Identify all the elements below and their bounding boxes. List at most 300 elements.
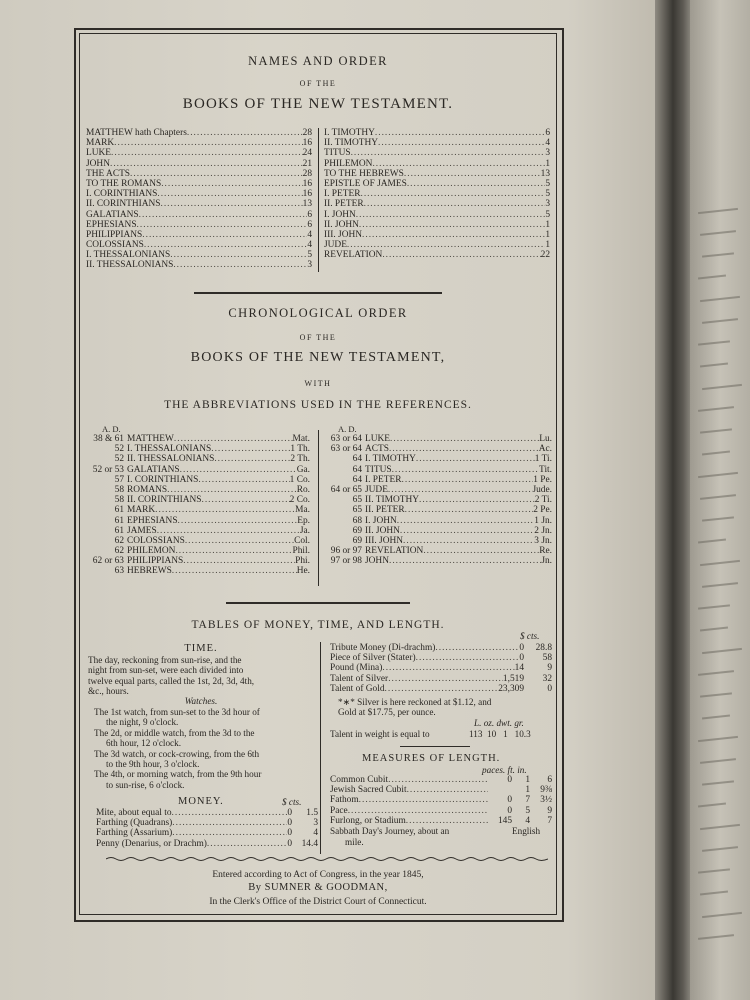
book-name: JUDE (324, 240, 347, 251)
chrono-book: II. TIMOTHY (365, 495, 419, 506)
chrono-year: 52 (114, 444, 124, 455)
money-entry (330, 674, 552, 684)
money-name: Mite, about equal to (96, 808, 172, 818)
chrono-abbr: Ma. (295, 505, 310, 516)
chapter-count: 16 (302, 189, 312, 200)
leader-dots (157, 526, 300, 536)
length-name: Fathom (330, 795, 359, 806)
chrono-year: 62 (114, 535, 124, 546)
chrono-entry (86, 475, 310, 485)
book-list-right (324, 128, 550, 260)
book-name: II. TIMOTHY (324, 138, 378, 149)
facing-text-line (698, 539, 726, 544)
chrono-book: HEBREWS (127, 566, 172, 577)
length-feet: 1 (525, 775, 530, 785)
chrono-entry (324, 516, 552, 526)
facing-text-line (702, 648, 742, 654)
chapter-count: 3 (307, 260, 312, 271)
chrono-abbr: Ep. (297, 515, 310, 526)
chrono-entry (324, 454, 552, 464)
money-dollars: 0 (519, 643, 524, 653)
leader-dots (407, 179, 545, 189)
chrono-entry (86, 566, 310, 576)
chrono-year: 62 (114, 546, 124, 557)
chapter-count: 1 (545, 219, 550, 230)
section-rule (194, 292, 442, 294)
time-line: &c., hours. (88, 686, 129, 697)
chrono-year: 63 (114, 566, 124, 577)
chrono-year: 52 (114, 454, 124, 465)
time-line: night from sun-set, were each divided into (88, 665, 244, 676)
length-inches: 7 (547, 815, 552, 826)
chrono-entry (86, 546, 310, 556)
leader-dots (390, 434, 539, 444)
chrono-abbr: 2 Co. (289, 495, 310, 506)
chrono-year: 38 & 61 (93, 434, 124, 444)
chapter-count: 5 (545, 189, 550, 200)
chrono-entry (86, 465, 310, 475)
leader-dots (142, 230, 307, 240)
money-cents: 4 (313, 828, 318, 839)
facing-text-line (700, 891, 728, 896)
book-entry (324, 148, 550, 158)
chrono-entry (86, 485, 310, 495)
book-entry (324, 189, 550, 199)
chapter-count: 13 (540, 168, 550, 179)
length-feet: 5 (525, 805, 530, 816)
book-name: TO THE ROMANS (86, 178, 162, 189)
facing-text-line (700, 494, 736, 500)
money-entry (96, 828, 318, 838)
chrono-book: EPHESIANS (127, 515, 178, 526)
chrono-book: JUDE (365, 484, 388, 495)
book-entry (86, 230, 312, 240)
leader-dots (416, 454, 535, 464)
book-entry (324, 138, 550, 148)
sabbath-line-1: Sabbath Day's Journey, about an (330, 826, 450, 836)
chapter-count: 1 (545, 240, 550, 251)
length-inches: 9 (547, 805, 552, 816)
facing-text-line (698, 803, 726, 808)
facing-text-line (700, 363, 728, 368)
money-cents: 58 (542, 653, 552, 664)
book-name: III. JOHN (324, 229, 363, 240)
money-entry (96, 808, 318, 818)
length-entry (330, 795, 552, 805)
leader-dots (214, 454, 290, 464)
chrono-entry (324, 556, 552, 566)
money-name: Farthing (Assarium) (96, 828, 173, 839)
leader-dots (198, 475, 289, 485)
facing-text-line (702, 715, 730, 720)
book-entry (86, 138, 312, 148)
leader-dots (172, 808, 288, 818)
length-paces: 0 (507, 805, 512, 816)
chrono-entry (324, 505, 552, 515)
leader-dots (388, 674, 503, 684)
short-rule (400, 746, 470, 747)
book-entry (324, 250, 550, 260)
facing-text-line (702, 451, 730, 456)
book-name: PHILEMON (324, 158, 373, 169)
chrono-abbr: 1 Th. (290, 444, 310, 455)
leader-dots (392, 465, 539, 475)
leader-dots (359, 795, 488, 805)
money-entry (330, 643, 552, 653)
chrono-entry (86, 516, 310, 526)
leader-dots (207, 839, 287, 849)
length-paces: 0 (507, 775, 512, 785)
facing-text-line (698, 934, 734, 940)
facing-text-line (698, 208, 738, 214)
column-divider (318, 128, 319, 272)
money-dollars: 1,519 (502, 673, 524, 684)
book-entry (86, 189, 312, 199)
leader-dots (139, 210, 308, 220)
chrono-book: II. PETER (365, 505, 405, 516)
book-list-left (86, 128, 312, 271)
watches-text (94, 707, 320, 790)
money-cents: 0 (547, 683, 552, 694)
silver-note-line: *∗* Silver is here reckoned at $1.12, and (338, 697, 492, 707)
facing-text-line (700, 627, 728, 632)
chrono-entry (86, 434, 310, 444)
book-name: II. PETER (324, 199, 364, 210)
book-entry (324, 179, 550, 189)
book-name: II. CORINTHIANS (86, 199, 161, 210)
chrono-abbr: Re. (539, 546, 552, 557)
chrono-entry (324, 434, 552, 444)
facing-page (690, 0, 750, 1000)
chrono-year: 58 (114, 495, 124, 506)
watch-line: to the 9th hour, 3 o'clock. (106, 759, 200, 770)
facing-text-line (698, 736, 738, 742)
chrono-abbr: Jude. (532, 484, 552, 495)
sabbath-line-2: mile. (345, 837, 364, 847)
chrono-entry (324, 475, 552, 485)
book-name: TITUS (324, 148, 351, 159)
leader-dots (178, 516, 298, 526)
book-name: EPISTLE OF JAMES (324, 178, 407, 189)
facing-text-line (702, 582, 738, 588)
leader-dots (359, 220, 545, 230)
money-name: Piece of Silver (Stater) (330, 653, 416, 664)
names-order-title: NAMES AND ORDER (248, 54, 388, 68)
chrono-abbr: 1 Co. (289, 474, 310, 485)
chapter-count: 28 (302, 168, 312, 179)
money-name: Farthing (Quadrans) (96, 818, 173, 829)
book-entry (324, 169, 550, 179)
leader-dots (173, 260, 307, 270)
leader-dots (382, 250, 540, 260)
book-entry (324, 240, 550, 250)
chronological-title: CHRONOLOGICAL ORDER (228, 306, 408, 320)
leader-dots (372, 159, 545, 169)
chrono-abbr: Lu. (539, 434, 552, 444)
book-entry (324, 128, 550, 138)
leader-dots (416, 653, 520, 663)
facing-text-line (702, 318, 738, 324)
chrono-year: 61 (114, 525, 124, 536)
length-inches: 6 (547, 775, 552, 785)
money-dollars: 0 (287, 838, 292, 849)
leader-dots (144, 240, 307, 250)
leader-dots (404, 169, 541, 179)
book-entry (86, 210, 312, 220)
facing-text-line (698, 340, 730, 345)
leader-dots (160, 199, 302, 209)
money-name: Penny (Denarius, or Drachm) (96, 838, 207, 849)
chrono-book: COLOSSIANS (127, 535, 185, 546)
leader-dots (211, 444, 290, 454)
book-name: REVELATION (324, 250, 383, 261)
chapter-count: 6 (545, 128, 550, 138)
chrono-abbr: Phi. (295, 556, 310, 567)
chrono-abbr: 2 Jn. (534, 525, 552, 536)
chrono-abbr: Ja. (299, 525, 310, 536)
leader-dots (130, 169, 303, 179)
silver-note (338, 697, 554, 718)
chrono-book: I. CORINTHIANS (127, 474, 199, 485)
money-name: Tribute Money (Di-drachm) (330, 643, 436, 653)
chapter-count: 16 (302, 178, 312, 189)
leader-dots (407, 785, 488, 795)
length-feet: 7 (525, 795, 530, 806)
time-line: twelve equal parts, called the 1st, 2d, 3d, 4th, (88, 675, 255, 686)
book-entry (324, 199, 550, 209)
chrono-entry (86, 526, 310, 536)
chrono-book: LUKE (365, 434, 390, 444)
money-header: $ cts. (282, 797, 302, 807)
chapter-count: 21 (302, 158, 312, 169)
facing-text-line (698, 868, 730, 873)
facing-text-line (700, 692, 732, 697)
chrono-book: I. JOHN (365, 515, 397, 526)
facing-text-line (698, 275, 726, 280)
chrono-abbr: 1 Ti. (534, 454, 552, 465)
watch-line: The 4th, or morning watch, from the 9th hour (94, 769, 262, 780)
column-divider-2 (318, 430, 319, 586)
watch-line: 6th hour, 12 o'clock. (106, 738, 182, 749)
facing-text-line (698, 670, 734, 676)
chrono-year: 68 (352, 515, 362, 526)
chapter-count: 5 (545, 178, 550, 189)
chrono-entry (86, 556, 310, 566)
chrono-abbr: Ac. (538, 444, 552, 455)
chrono-year: 63 or 64 (330, 444, 362, 455)
length-feet: 1 (525, 785, 530, 796)
leader-dots (174, 434, 293, 444)
chrono-year: 96 or 97 (330, 546, 362, 557)
right-money-list (330, 643, 552, 694)
chrono-year: 64 (352, 464, 362, 475)
facing-text-line (702, 846, 738, 852)
length-inches: 9⅜ (540, 785, 552, 796)
chapter-count: 13 (302, 199, 312, 210)
facing-text-line (700, 824, 740, 830)
leader-dots (400, 526, 534, 536)
wavy-rule (106, 856, 548, 862)
length-name: Common Cubit (330, 775, 389, 785)
length-name: Pace (330, 805, 348, 816)
chrono-book: GALATIANS (127, 464, 180, 475)
leader-dots (397, 516, 535, 526)
chrono-book: I. THESSALONIANS (127, 444, 212, 455)
chrono-abbr: 2 Th. (290, 454, 310, 465)
leader-dots (351, 148, 546, 158)
copyright-line-3: In the Clerk's Office of the District Court of Connecticut. (209, 897, 427, 907)
chrono-abbr: Phil. (292, 546, 310, 557)
watches-title: Watches. (184, 696, 218, 706)
chapter-count: 5 (545, 209, 550, 220)
length-header: paces. ft. in. (482, 765, 527, 775)
chrono-abbr: 1 Jn. (534, 515, 552, 526)
leader-dots (382, 663, 514, 673)
book-name: LUKE (86, 148, 111, 159)
facing-text-line (700, 758, 736, 764)
length-paces (488, 785, 512, 795)
chrono-abbr: Ga. (296, 464, 310, 475)
leader-dots (185, 536, 294, 546)
leader-dots (401, 475, 533, 485)
leader-dots (187, 128, 303, 138)
weight-label: Talent in weight is equal to (330, 729, 430, 739)
facing-text-line (702, 384, 742, 390)
watch-line: The 3d watch, or cock-crowing, from the 6th (94, 748, 260, 759)
leader-dots (114, 138, 302, 148)
chrono-year: 97 or 98 (330, 556, 362, 567)
chrono-book: II. THESSALONIANS (127, 454, 215, 465)
leader-dots (183, 556, 295, 566)
leader-dots (348, 806, 488, 816)
leader-dots (356, 210, 546, 220)
length-entry (330, 816, 552, 826)
names-order-of-the: OF THE (299, 79, 337, 88)
money-cents: 28.8 (535, 643, 552, 653)
leader-dots (180, 465, 297, 475)
ad-label-right: A. D. (338, 424, 357, 434)
names-order-subtitle: BOOKS OF THE NEW TESTAMENT. (182, 96, 454, 112)
leader-dots (389, 556, 541, 566)
chrono-book: MATTHEW (127, 434, 174, 444)
chrono-entry (324, 526, 552, 536)
copyright-line-1: Entered according to Act of Congress, in the year 1845, (212, 870, 424, 880)
time-line: The day, reckoning from sun-rise, and the (88, 655, 242, 665)
leader-dots (110, 159, 303, 169)
leader-dots (435, 643, 519, 653)
chrono-abbr: Col. (294, 535, 310, 546)
book-entry (324, 159, 550, 169)
weight-header: L. oz. dwt. gr. (474, 718, 524, 728)
length-list (330, 775, 552, 826)
money-entry (96, 818, 318, 828)
chrono-entry (324, 465, 552, 475)
book-entry (86, 199, 312, 209)
section-rule-2 (226, 602, 410, 604)
leader-dots (388, 775, 488, 785)
chrono-book: REVELATION (365, 546, 424, 557)
money-dollars: 0 (287, 808, 292, 818)
chrono-year: 62 or 63 (92, 556, 124, 567)
chrono-year: 65 (352, 495, 362, 506)
copyright-line-2: By SUMNER & GOODMAN, (248, 882, 388, 893)
money-list (96, 808, 318, 849)
book-name: MATTHEW hath Chapters (86, 128, 187, 138)
money-dollars: 23,309 (498, 683, 524, 694)
chrono-year: 69 (352, 525, 362, 536)
book-entry (324, 220, 550, 230)
book-name: II. JOHN (324, 219, 359, 230)
chrono-list-right (324, 434, 552, 566)
money-dollars: 14 (514, 663, 524, 674)
chronological-of-the: OF THE (299, 333, 337, 342)
book-name: THE ACTS (86, 168, 131, 179)
facing-text-line (700, 230, 736, 236)
chrono-year: 52 or 53 (92, 464, 124, 475)
money-name: Pound (Mina) (330, 663, 383, 674)
money-dollars: 0 (519, 653, 524, 664)
book-entry (86, 159, 312, 169)
silver-note-line: Gold at $17.75, per ounce. (338, 707, 436, 718)
leader-dots (405, 505, 534, 515)
leader-dots (423, 546, 539, 556)
length-entry (330, 775, 552, 785)
length-entry (330, 785, 552, 795)
length-entry (330, 806, 552, 816)
chapter-count: 6 (307, 219, 312, 230)
leader-dots (155, 505, 295, 515)
book-name: I. PETER (324, 189, 361, 200)
length-name: Furlong, or Stadium (330, 815, 406, 826)
chrono-book: MARK (127, 505, 156, 516)
chrono-book: II. JOHN (365, 525, 400, 536)
book-name: EPHESIANS (86, 219, 137, 230)
leader-dots (388, 485, 533, 495)
leader-dots (172, 566, 297, 576)
money-entry (330, 653, 552, 663)
chapter-count: 24 (302, 148, 312, 159)
leader-dots (347, 240, 545, 250)
chrono-entry (324, 546, 552, 556)
chapter-count: 22 (540, 250, 550, 261)
chapter-count: 4 (545, 138, 550, 149)
leader-dots (375, 128, 545, 138)
facing-text-line (700, 296, 740, 302)
book-name: I. JOHN (324, 209, 356, 220)
length-paces: 145 (497, 815, 512, 826)
book-entry (86, 240, 312, 250)
chrono-abbr: 2 Ti. (534, 495, 552, 506)
leader-dots (403, 536, 534, 546)
chrono-year: 61 (114, 505, 124, 516)
length-title: MEASURES OF LENGTH. (362, 753, 501, 764)
book-entry (324, 210, 550, 220)
money-cents: 14.4 (301, 838, 318, 849)
book-name: MARK (86, 138, 115, 149)
money-cents: 32 (542, 673, 552, 684)
book-name: I. TIMOTHY (324, 128, 375, 138)
leader-dots (172, 828, 287, 838)
chrono-year: 64 or 65 (330, 484, 362, 495)
money-dollars: 0 (287, 828, 292, 839)
chapter-count: 28 (302, 128, 312, 138)
money-cents: 1.5 (306, 808, 318, 818)
book-entry (86, 260, 312, 270)
facing-text-line (698, 604, 730, 609)
leader-dots (175, 546, 292, 556)
book-name: TO THE HEBREWS (324, 168, 404, 179)
chrono-year: 64 (352, 454, 362, 465)
